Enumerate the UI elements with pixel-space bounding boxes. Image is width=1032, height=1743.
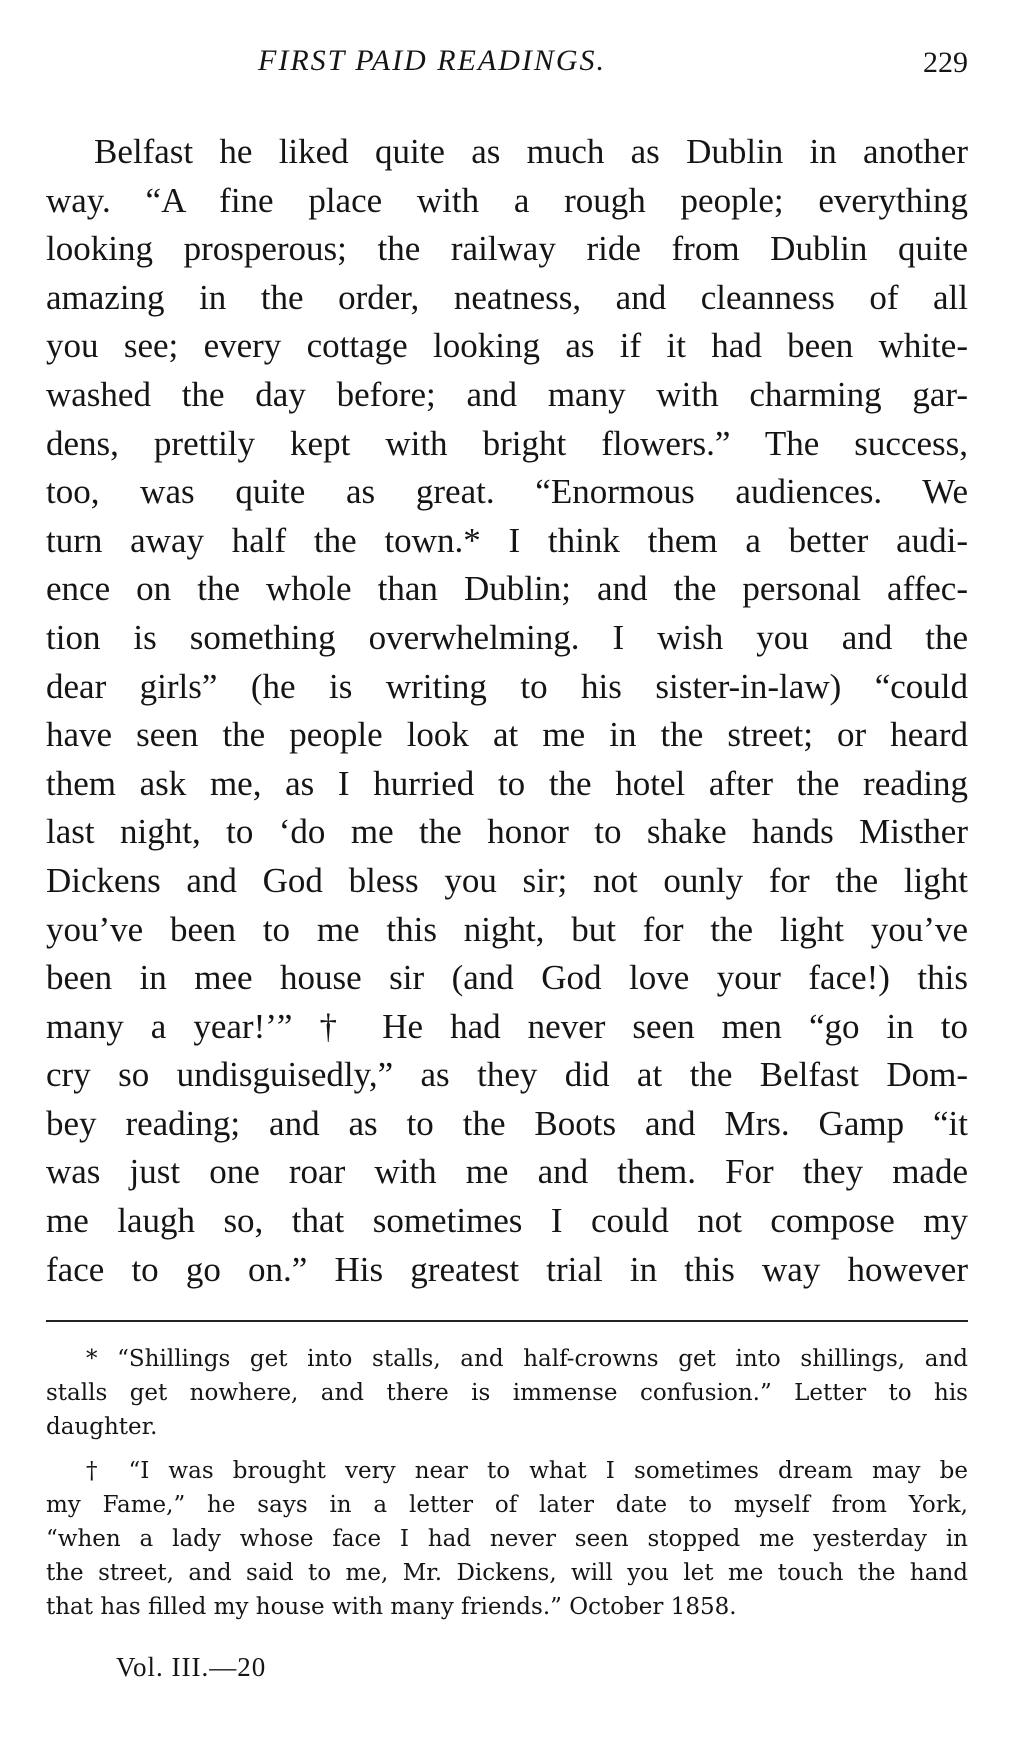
text-line: too, was quite as great. “Enormous audiences. We bbox=[46, 472, 968, 512]
text-line: been in mee house sir (and God love your face!) this bbox=[46, 958, 968, 998]
text-line: me laugh so, that sometimes I could not compose my bbox=[46, 1201, 968, 1241]
text-line: washed the day before; and many with charming gar- bbox=[46, 374, 968, 414]
text-line: dear girls” (he is writing to his sister-in-law) “could bbox=[46, 666, 968, 706]
footnote-line: stalls get nowhere, and there is immense confusion.” Letter to his bbox=[46, 1380, 968, 1406]
page-number: 229 bbox=[923, 46, 968, 79]
text-line: way. “A fine place with a rough people; everything bbox=[46, 180, 968, 220]
text-line: looking prosperous; the railway ride from Dublin quite bbox=[46, 229, 968, 269]
footnote-line: daughter. bbox=[46, 1414, 158, 1440]
text-line: last night, to ‘do me the honor to shake hands Misther bbox=[46, 812, 968, 852]
footnotes bbox=[46, 1342, 968, 1624]
text-line: you see; every cottage looking as if it had been white- bbox=[46, 326, 968, 366]
text-line: cry so undisguisedly,” as they did at the Belfast Dom- bbox=[46, 1055, 968, 1095]
text-line: Belfast he liked quite as much as Dublin in another bbox=[94, 132, 968, 171]
text-line: amazing in the order, neatness, and cleanness of all bbox=[46, 277, 968, 317]
text-line: face to go on.” His greatest trial in this way however bbox=[46, 1249, 968, 1289]
text-line: tion is something overwhelming. I wish you and the bbox=[46, 617, 968, 657]
footnote-line: † “I was brought very near to what I sometimes dream may be bbox=[86, 1458, 968, 1484]
text-line: turn away half the town.* I think them a better audi- bbox=[46, 520, 968, 560]
footnote-line: my Fame,” he says in a letter of later date to myself from York, bbox=[46, 1492, 968, 1518]
text-line: have seen the people look at me in the street; or heard bbox=[46, 715, 968, 755]
text-line: dens, prettily kept with bright flowers.” The success, bbox=[46, 423, 968, 463]
text-line: you’ve been to me this night, but for the light you’ve bbox=[46, 909, 968, 949]
footnote-line: that has filled my house with many friends.” October 1858. bbox=[46, 1594, 737, 1620]
text-line: Dickens and God bless you sir; not ounly for the light bbox=[46, 860, 968, 900]
footnote-line: the street, and said to me, Mr. Dickens, will you let me touch the hand bbox=[46, 1560, 968, 1586]
text-line: them ask me, as I hurried to the hotel after the reading bbox=[46, 763, 968, 803]
footnote-line: “when a lady whose face I had never seen stopped me yesterday in bbox=[46, 1526, 968, 1552]
footnote-line: * “Shillings get into stalls, and half-crowns get into shillings, and bbox=[86, 1346, 968, 1372]
body-text bbox=[46, 128, 968, 1294]
footnote-gap bbox=[46, 1444, 968, 1454]
text-line: bey reading; and as to the Boots and Mrs. Gamp “it bbox=[46, 1103, 968, 1143]
volume-signature: Vol. III.—20 bbox=[116, 1652, 267, 1682]
footnote-divider bbox=[46, 1320, 968, 1322]
text-line: was just one roar with me and them. For they made bbox=[46, 1152, 968, 1192]
text-line: many a year!’” † He had never seen men “go in to bbox=[46, 1006, 968, 1046]
page-header bbox=[48, 44, 968, 94]
running-title: FIRST PAID READINGS. bbox=[258, 44, 607, 77]
text-line: ence on the whole than Dublin; and the personal affec- bbox=[46, 569, 968, 609]
